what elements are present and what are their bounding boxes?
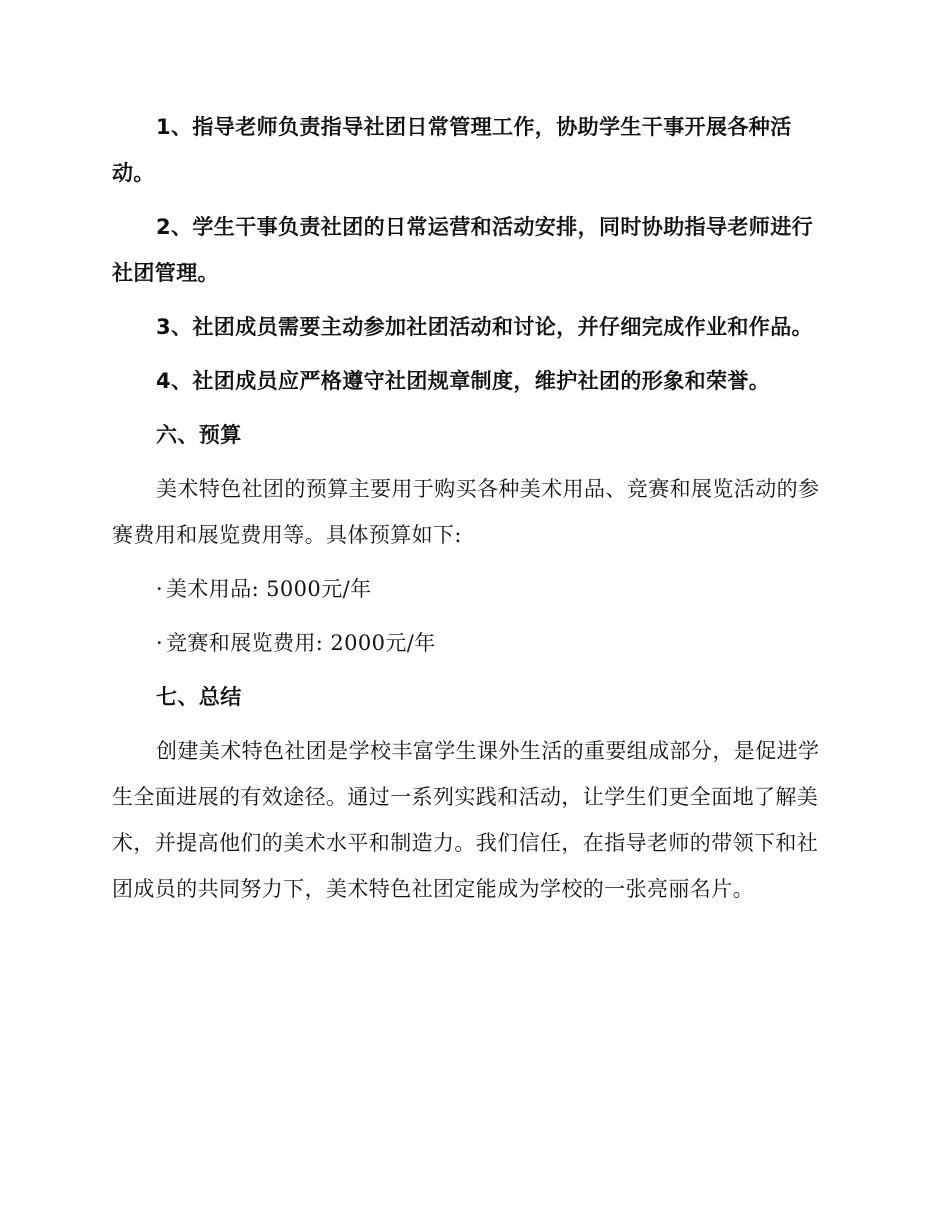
budget-item-competition [112,620,832,666]
responsibility-item-3: 3、社团成员需要主动参加社团活动和讨论，并仔细完成作业和作品。 [156,315,814,339]
budget-item-art-supplies [112,566,832,612]
document-body [112,104,832,912]
summary-heading: 七、总结 [156,685,242,709]
responsibility-item-1: 1、指导老师负责指导社团日常管理工作，协助学生干事开展各种活动。 [112,115,792,185]
budget-item-label: 竞赛和展览费用: 2000元/年 [166,631,436,655]
budget-item-label: 美术用品: 5000元/年 [166,577,372,601]
budget-heading: 六、预算 [156,423,242,447]
responsibility-item-2: 2、学生干事负责社团的日常运营和活动安排，同时协助指导老师进行社团管理。 [112,215,814,285]
bullet-icon: · [156,577,164,601]
budget-intro: 美术特色社团的预算主要用于购买各种美术用品、竞赛和展览活动的参赛费用和展览费用等。具体预算如下: [112,477,820,547]
responsibility-item-4: 4、社团成员应严格遵守社团规章制度，维护社团的形象和荣誉。 [156,369,771,393]
bullet-icon: · [156,631,164,655]
summary-text: 创建美术特色社团是学校丰富学生课外生活的重要组成部分，是促进学生全面进展的有效途径。通过一系列实践和活动，让学生们更全面地了解美术，并提高他们的美术水平和制造力。我们信任，在指导老师的带领下和社团成员的共同努力下，美术特色社团定能成为学校的一张亮丽名片。 [112,739,820,901]
